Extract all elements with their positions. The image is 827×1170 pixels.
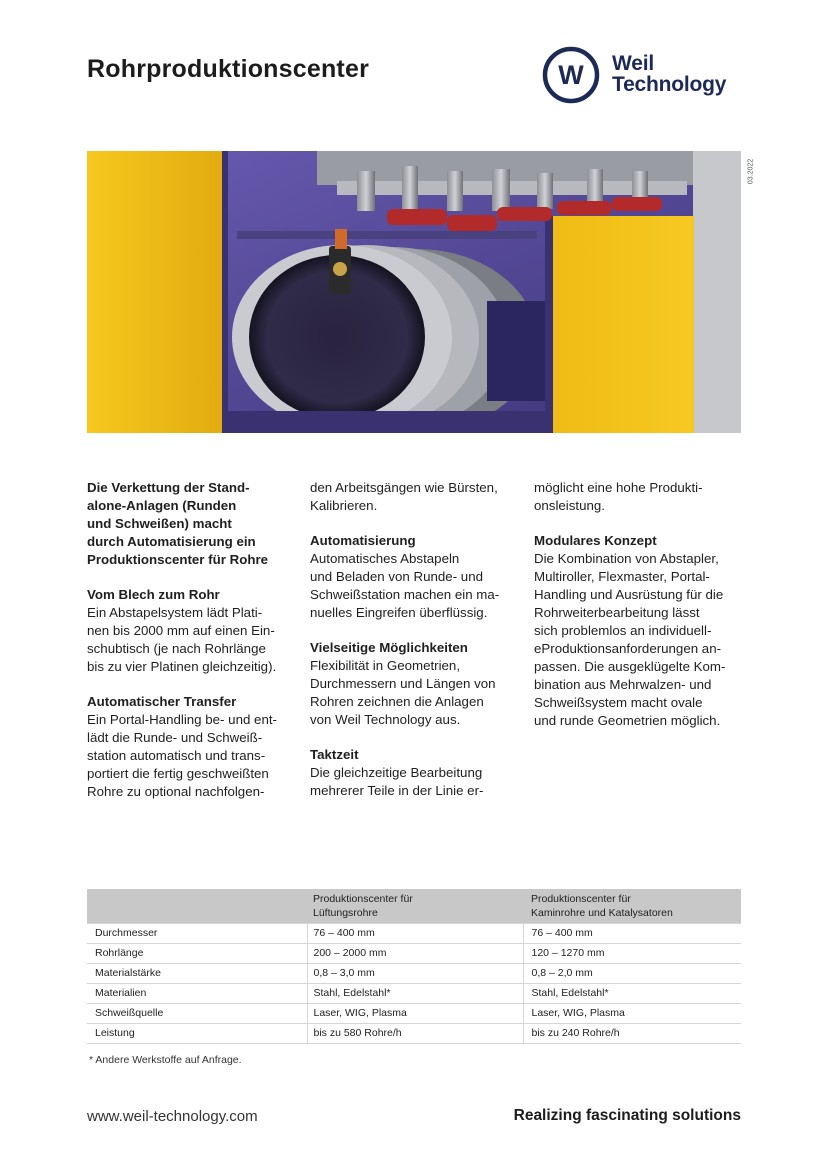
row-value: Laser, WIG, Plasma	[307, 1003, 523, 1023]
section-text: Die Kombination von Abstapler, Multiroller, Flexmaster, Portal- Handling und Ausrüstung für die Rohrweiterbearbeitung lässt sich problemlos an individuell- eProduktionsanforderungen an- passen. Die ausgeklügelte Kom- bination aus Mehrwalzen- und Schweißsystem macht ovale und runde Geometrien möglich.	[534, 551, 726, 728]
weil-logo-icon	[542, 46, 600, 104]
continuation-text: den Arbeitsgängen wie Bürsten, Kalibrieren.	[310, 480, 498, 513]
continuation-text: möglicht eine hohe Produkti- onsleistung.	[534, 480, 703, 513]
machine-illustration	[87, 151, 741, 433]
section-moeglichkeiten	[310, 639, 525, 729]
row-value: bis zu 240 Rohre/h	[523, 1023, 741, 1043]
section-automatisierung	[310, 532, 525, 622]
section-heading: Automatischer Transfer	[87, 694, 237, 709]
logo-letter: W	[558, 60, 584, 90]
row-value: bis zu 580 Rohre/h	[307, 1023, 523, 1043]
table-row	[87, 923, 741, 943]
lead-paragraph: Die Verkettung der Stand- alone-Anlagen (Runden und Schweißen) macht durch Automatisierung ein Produktionscenter für Rohre	[87, 480, 269, 567]
company-logo	[542, 46, 747, 104]
column-1	[87, 479, 302, 818]
section-heading: Automatisierung	[310, 533, 416, 548]
section-text: Ein Portal-Handling be- und ent- lädt die Runde- und Schweiß- station automatisch und trans- portiert die fertig geschweißten Rohre zu optional nachfolgen-	[87, 712, 277, 799]
footer-website-link[interactable]: www.weil-technology.com	[87, 1108, 258, 1125]
row-value: Stahl, Edelstahl*	[307, 983, 523, 1003]
section-transfer	[87, 693, 302, 801]
row-label: Leistung	[87, 1023, 307, 1043]
logo-wordmark	[612, 53, 726, 95]
row-label: Schweißquelle	[87, 1003, 307, 1023]
row-label: Materialien	[87, 983, 307, 1003]
column-2	[310, 479, 525, 817]
section-heading: Modulares Konzept	[534, 533, 657, 548]
section-taktzeit	[310, 746, 525, 800]
table-header-row	[87, 889, 741, 923]
logo-line-1: Weil	[612, 52, 654, 75]
row-value: 0,8 – 3,0 mm	[307, 963, 523, 983]
table-row	[87, 963, 741, 983]
row-label: Materialstärke	[87, 963, 307, 983]
row-value: 76 – 400 mm	[523, 923, 741, 943]
column-3	[534, 479, 749, 747]
hero-machine-image	[87, 151, 741, 433]
table-row	[87, 1003, 741, 1023]
row-value: Stahl, Edelstahl*	[523, 983, 741, 1003]
row-value: 200 – 2000 mm	[307, 943, 523, 963]
table-row	[87, 1023, 741, 1043]
section-heading: Vom Blech zum Rohr	[87, 587, 220, 602]
row-label: Rohrlänge	[87, 943, 307, 963]
table-header-lueftung: Produktionscenter für Lüftungsrohre	[307, 889, 523, 923]
table-header-kamin: Produktionscenter für Kaminrohre und Katalysatoren	[523, 889, 741, 923]
row-value: 120 – 1270 mm	[523, 943, 741, 963]
footer-tagline: Realizing fascinating solutions	[513, 1107, 741, 1124]
date-code	[744, 154, 758, 194]
row-label: Durchmesser	[87, 923, 307, 943]
section-heading: Taktzeit	[310, 747, 359, 762]
section-modulares-konzept	[534, 532, 749, 730]
section-heading: Vielseitige Möglichkeiten	[310, 640, 468, 655]
spec-table	[87, 889, 741, 1044]
table-row	[87, 983, 741, 1003]
table-header-empty	[87, 889, 307, 923]
section-text: Flexibilität in Geometrien, Durchmessern und Längen von Rohren zeichnen die Anlagen von Weil Technology aus.	[310, 658, 496, 727]
section-vom-blech	[87, 586, 302, 676]
row-value: 76 – 400 mm	[307, 923, 523, 943]
page-title: Rohrproduktionscenter	[87, 55, 369, 83]
date-code-text: 03.2022	[747, 158, 755, 185]
table-row	[87, 943, 741, 963]
logo-line-2: Technology	[612, 73, 727, 96]
row-value: Laser, WIG, Plasma	[523, 1003, 741, 1023]
section-text: Die gleichzeitige Bearbeitung mehrerer Teile in der Linie er-	[310, 765, 484, 798]
row-value: 0,8 – 2,0 mm	[523, 963, 741, 983]
footnote: * Andere Werkstoffe auf Anfrage.	[89, 1054, 242, 1066]
section-text: Automatisches Abstapeln und Beladen von Runde- und Schweißstation machen ein ma- nuelles Eingreifen überflüssig.	[310, 551, 500, 620]
section-text: Ein Abstapelsystem lädt Plati- nen bis 2000 mm auf einen Ein- schubtisch (je nach Rohrlänge bis zu vier Platinen gleichzeitig).	[87, 605, 277, 674]
